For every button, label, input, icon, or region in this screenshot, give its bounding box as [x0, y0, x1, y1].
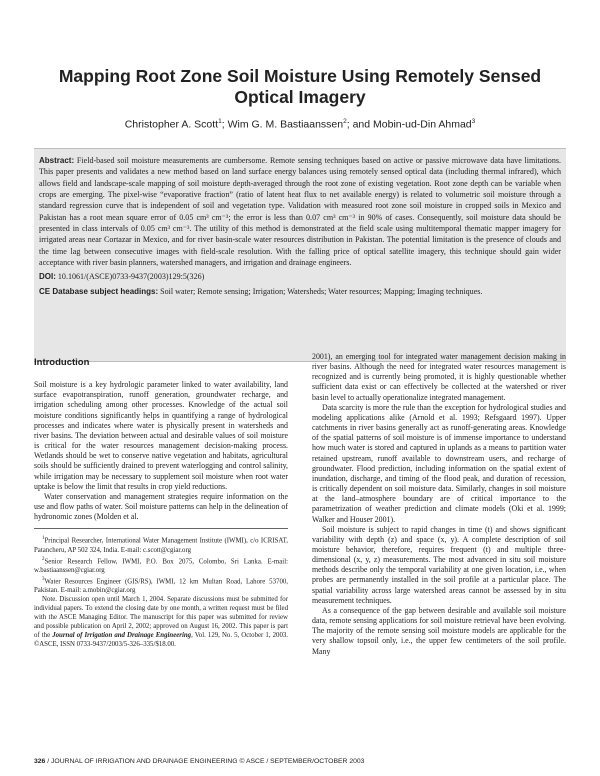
subject-headings — [39, 286, 561, 297]
footnote-marker: 1 — [42, 536, 45, 542]
abstract — [39, 155, 561, 268]
doi-value[interactable]: 10.1061/(ASCE)0733-9437(2003)129:5(326) — [57, 272, 205, 282]
abstract-text: Field-based soil moisture measurements are cumbersome. Remote sensing techniques based on active or passive microwave data have limitations. This paper presents and validates a new method based on land surface energy balances using remotely sensed optical data (including thermal infrared), which allows field and landscape-scale mapping of soil moisture depth-averaged through the root zone of existing vegetation. Root zone depth can be variable when crops are emerging. The pixel-wise “evaporative fraction” (ratio of latent heat flux to net available energy) is related to volumetric soil moisture through a standard regression curve that is independent of soil and vegetation type. Validation with measured root zone soil moisture in cropped soils in Mexico and Pakistan has a root mean square error of 0.05 cm³ cm⁻³; the error is less than 0.07 cm³ cm⁻³ in 90% of cases. Consequently, soil moisture data should be presented in class intervals of 0.05 cm³ cm⁻³. The utility of this method is demonstrated at the field scale using multitemporal thematic mapper imagery for irrigated areas near Cortazar in Mexico, and for river basin-scale water resources distribution in Pakistan. The potential limitation is the presence of clouds and the time lag between consecutive images with field-scale resolution. With the falling price of optical satellite imagery, this technique should gain wider acceptance with river basin planners, watershed managers, and irrigation and drainage engineers. — [39, 156, 561, 268]
title-line-2: Optical Imagery — [234, 87, 366, 107]
doi-label: DOI: — [39, 272, 56, 282]
author-name: Christopher A. Scott — [124, 118, 219, 131]
body-paragraph: As a consequence of the gap between desirable and available soil moisture data, remote sensing applications for soil moisture retrieval have been evolving. The majority of the remote sensing soil moisture models are applicable for the very shallow topsoil only, i.e., the upper few centimeters of the soil profile. Many — [312, 605, 566, 656]
paper-title — [40, 66, 560, 108]
body-paragraph: 2001), an emerging tool for integrated water management decision making in river basins. Although the need for integrated water resources management is recognized and is currently being promoted, it is highly questionable whether sufficient data exist or can effectively be collected at the watershed or river basin level to actually operationalize integrated management. — [312, 352, 566, 402]
title-line-1: Mapping Root Zone Soil Moisture Using Remotely Sensed — [58, 66, 542, 86]
author-affiliation-marker: 1 — [218, 118, 222, 125]
footnote-marker: 3 — [42, 576, 45, 582]
section-heading-introduction: Introduction — [34, 357, 90, 368]
subject-headings-value: Soil water; Remote sensing; Irrigation; Watersheds; Water resources; Mapping; Imaging techniques. — [160, 286, 483, 296]
footnote — [34, 575, 288, 595]
journal-name: Journal of Irrigation and Drainage Engineering — [52, 632, 192, 640]
author-separator: ; and — [346, 118, 374, 131]
note-text-after: , Vol. 129, No. 5, October 1, 2003. ©ASCE, ISSN 0733-9437/2003/5-326–335/$18.00. — [34, 632, 289, 649]
footnote-divider — [34, 528, 288, 529]
body-paragraph: Water conservation and management strategies require information on the use and flow paths of water. Soil moisture patterns can help in the delineation of hydronomic zones (Molden et al. — [34, 491, 288, 522]
footnotes — [34, 534, 288, 649]
footnote-text: Senior Research Fellow, IWMI, P.O. Box 2075, Colombo, Sri Lanka. E-mail: w.bastiaanssen@cgiar.org — [34, 557, 288, 574]
author-affiliation-marker: 2 — [343, 118, 347, 125]
running-footer: / JOURNAL OF IRRIGATION AND DRAINAGE ENGINEERING © ASCE / SEPTEMBER/OCTOBER 2003 — [45, 758, 365, 765]
body-paragraph: Soil moisture is a key hydrologic parameter linked to water availability, land surface evapotranspiration, runoff generation, groundwater recharge, and irrigation scheduling among other processes. Knowledge of the actual soil moisture conditions significantly helps in quantifying a range of hydrological processes and indicates where water is physically present in watersheds and river basins. The deviation between actual and desirable values of soil moisture is critical for the water resources management decision-making process. Wetlands should be wet to conserve native vegetation and habitats, agricultural soils should be sufficiently drained to prevent waterlogging and control salinity, while irrigation may be necessary to supplement soil moisture when root water uptake is below the limit that results in crop yield reductions. — [34, 380, 288, 491]
left-column — [34, 352, 288, 649]
right-column — [312, 352, 566, 657]
footnote-text: Water Resources Engineer (GIS/RS), IWMI, 12 km Multan Road, Lahore 53700, Pakistan. E-mail: a.mobin@cgiar.org — [34, 578, 288, 595]
abstract-box — [34, 148, 566, 362]
page-number: 326 — [34, 758, 46, 765]
doi-line — [39, 271, 561, 282]
author-name: Mobin-ud-Din Ahmad — [373, 118, 472, 131]
body-paragraph: Soil moisture is subject to rapid changes in time (t) and shows significant variability with depth (z) and space (x, y). A complete description of soil moisture behavior, therefore, requires frequent (t) and multiple three-dimensional (x, y, z) measurements. The most advanced in situ soil moisture methods describe only the temporal variability at one given location, i.e., when probes are permanently installed in the soil profile at a particular place. The spatial variability across large watershed areas cannot be assessed by in situ measurement techniques. — [312, 524, 566, 605]
author-separator: ; — [221, 118, 228, 131]
body-paragraph: Data scarcity is more the rule than the exception for hydrological studies and modeling applications alike (Arnold et al. 1993; Refsgaard 1997). Upper catchments in river basins generally act as runoff-generating areas. Knowledge of the spatial patterns of soil moisture is of immense importance to understand how much water is stored and captured in uplands as a means to partition water retained upstream, runoff available to downstream users, and recharge of groundwater. Flood prediction, including information on the spatial extent of inundation, discharge, and timing of the flood peak, and duration of recession, is critically dependent on soil moisture data. Similarly, changes in soil moisture at the land–atmosphere boundary are of critical importance to the parametrization of weather prediction and climate models (Oki et al. 1999; Walker and Houser 2001). — [312, 402, 566, 524]
author-affiliation-marker: 3 — [471, 118, 476, 125]
discussion-note — [34, 595, 288, 649]
author-name: Wim G. M. Bastiaanssen — [227, 118, 344, 131]
page-footer — [34, 758, 364, 765]
footnote — [34, 534, 288, 554]
author-list — [30, 118, 570, 131]
note-text-before: Note. Discussion open until March 1, 2004. Separate discussions must be submitted for individual papers. To extend the closing date by one month, a written request must be filed with the ASCE Managing Editor. The manuscript for this paper was submitted for review and possible publication on April 2, 2002; approved on August 16, 2002. This paper is part of the — [34, 596, 288, 640]
footnote — [34, 555, 288, 575]
abstract-label: Abstract: — [39, 156, 75, 165]
subject-headings-label: CE Database subject headings: — [39, 286, 159, 296]
footnote-marker: 2 — [42, 556, 45, 562]
footnote-text: Principal Researcher, International Water Management Institute (IWMI), c/o ICRISAT, Patancheru, AP 502 324, India. E-mail: c.scott@cgiar.org — [34, 537, 288, 554]
